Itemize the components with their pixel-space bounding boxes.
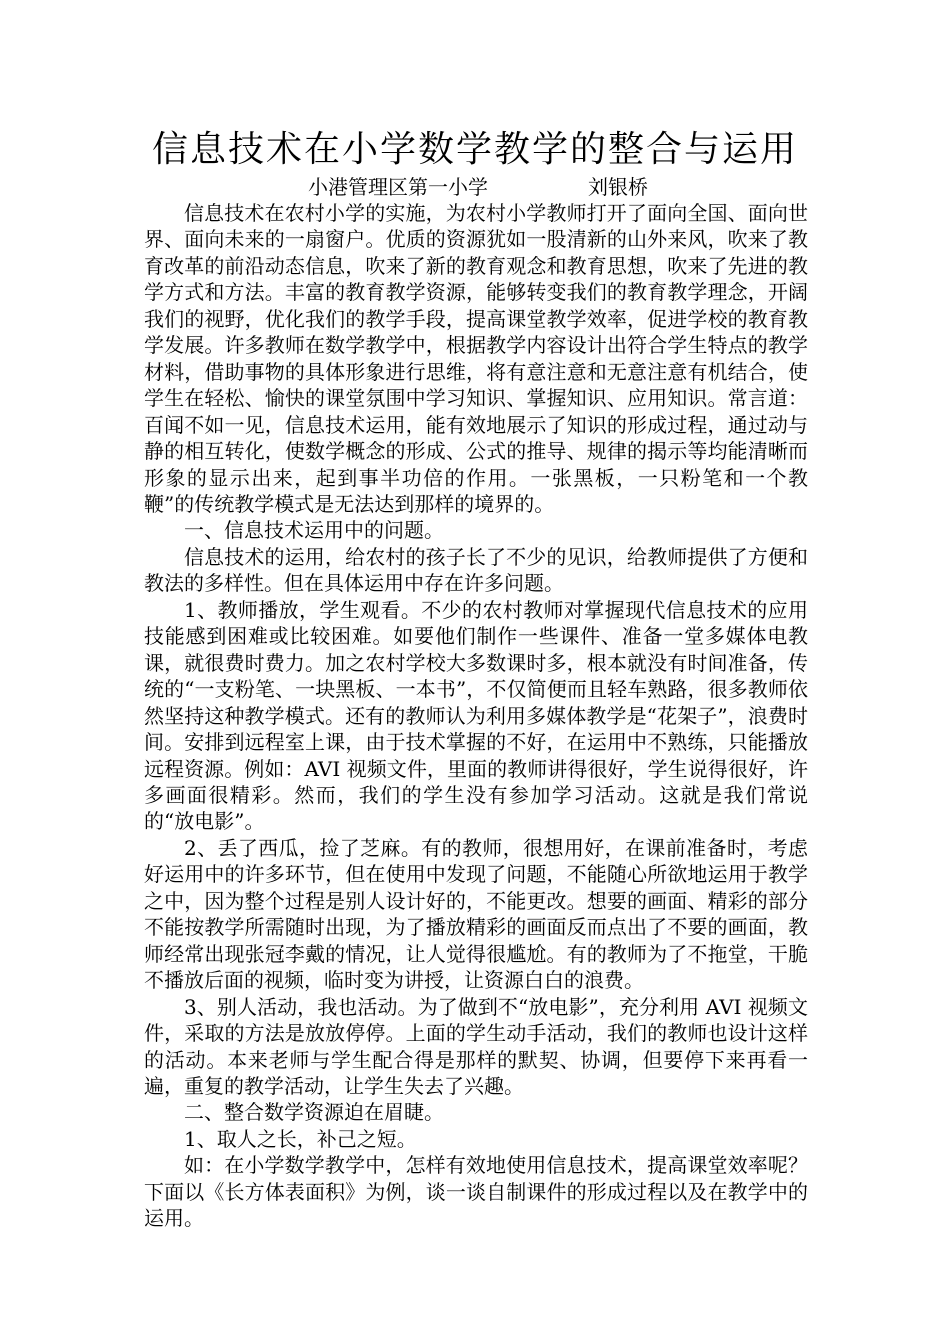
paragraph: 1、教师播放，学生观看。不少的农村教师对掌握现代信息技术的应用技能感到困难或比较困难。如要他们制作一些课件、准备一堂多媒体电教课，就很费时费力。加之农村学校大多数课时多，根本就没有时间准备，传统的“一支粉笔、一块黑板、一本书”，不仅简便而且轻车熟路，很多教师依然坚持这种教学模式。还有的教师认为利用多媒体教学是“花架子”，浪费时间。安排到远程室上课，由于技术掌握的不好，在运用中不熟练，只能播放远程资源。例如：AVI 视频文件，里面的教师讲得很好，学生说得很好，许多画面很精彩。然而，我们的学生没有参加学习活动。这就是我们常说的“放电影”。 xyxy=(144,597,808,834)
byline xyxy=(308,174,648,200)
section-heading: 一、信息技术运用中的问题。 xyxy=(184,518,444,543)
paragraph: 3、别人活动，我也活动。为了做到不“放电影”，充分利用 AVI 视频文件，采取的方法是放放停停。上面的学生动手活动，我们的教师也设计这样的活动。本来老师与学生配合得是那样的默契、协调，但要停下来再看一遍，重复的教学活动，让学生失去了兴趣。 xyxy=(144,994,808,1098)
paragraph: 信息技术在农村小学的实施，为农村小学教师打开了面向全国、面向世界、面向未来的一扇窗户。优质的资源犹如一股清新的山外来风，吹来了教育改革的前沿动态信息，吹来了新的教育观念和教育思想，吹来了先进的教学方式和方法。丰富的教育教学资源，能够转变我们的教育教学理念，开阔我们的视野，优化我们的教学手段，提高课堂教学效率，促进学校的教育教学发展。许多教师在数学教学中，根据教学内容设计出符合学生特点的教学材料，借助事物的具体形象进行思维，将有意注意和无意注意有机结合，使学生在轻松、愉快的课堂氛围中学习知识、掌握知识、应用知识。常言道：百闻不如一见，信息技术运用，能有效地展示了知识的形成过程，通过动与静的相互转化，使数学概念的形成、公式的推导、规律的揭示等均能清晰而形象的显示出来，起到事半功倍的作用。一张黑板，一只粉笔和一个教鞭”的传统教学模式是无法达到那样的境界的。 xyxy=(144,201,808,516)
document-body xyxy=(144,200,808,1232)
author-name: 刘银桥 xyxy=(588,175,648,199)
paragraph: 如：在小学数学教学中，怎样有效地使用信息技术，提高课堂效率呢？下面以《长方体表面积》为例，谈一谈自制课件的形成过程以及在教学中的运用。 xyxy=(144,1153,808,1231)
school-name: 小港管理区第一小学 xyxy=(308,175,488,199)
paragraph: 2、丢了西瓜，捡了芝麻。有的教师，很想用好，在课前准备时，考虑好运用中的许多环节，但在使用中发现了问题，不能随心所欲地运用于教学之中，因为整个过程是别人设计好的，不能更改。想要的画面、精彩的部分不能按教学所需随时出现，为了播放精彩的画面反而点出了不要的画面，教师经常出现张冠李戴的情况，让人觉得很尴尬。有的教师为了不拖堂，干脆不播放后面的视频，临时变为讲授，让资源白白的浪费。 xyxy=(144,835,808,993)
document-title: 信息技术在小学数学教学的整合与运用 xyxy=(151,129,798,170)
section-heading: 二、整合数学资源迫在眉睫。 xyxy=(184,1100,444,1125)
paragraph: 信息技术的运用，给农村的孩子长了不少的见识，给教师提供了方便和教法的多样性。但在具体运用中存在许多问题。 xyxy=(144,544,808,596)
subsection-heading: 1、取人之长，补己之短。 xyxy=(184,1126,417,1151)
